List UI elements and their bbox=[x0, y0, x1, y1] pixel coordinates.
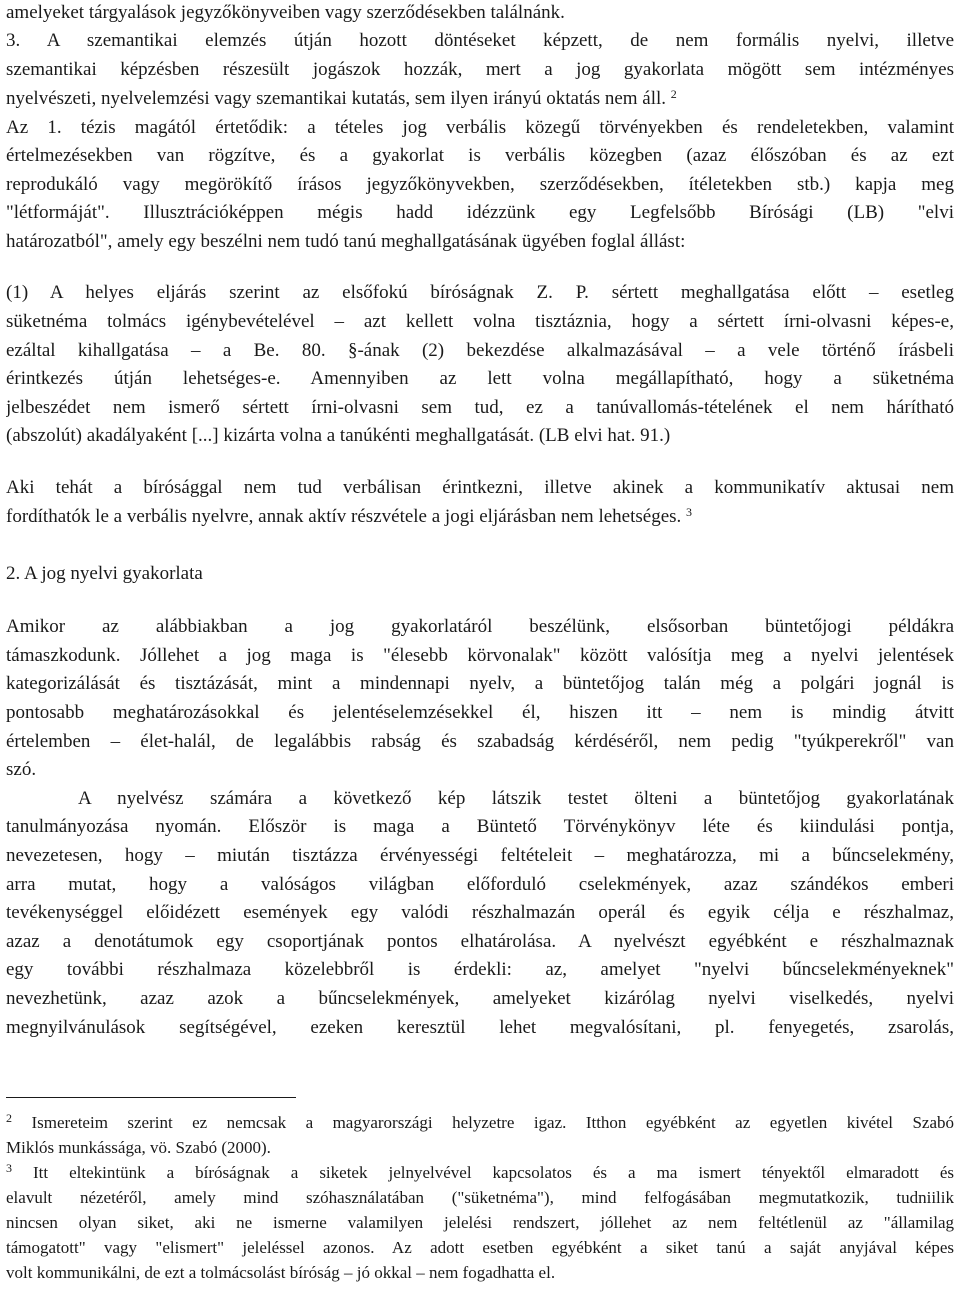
section-heading: 2. A jog nyelvi gyakorlata bbox=[6, 563, 203, 584]
footnote-line: támogatott" vagy "elismert" jeleléssel azonos. Az adott esetben egyébként a siket tanú a saját anyjával képes bbox=[6, 1238, 954, 1257]
footnote-separator bbox=[6, 1097, 296, 1098]
quote-line: (abszolút) akadályaként [...] kizárta volna a tanúkénti meghallgatását. (LB elvi hat. 91.) bbox=[6, 425, 671, 446]
text-line: pontosabb meghatározásokkal és jelentéselemzésekkel él, hiszen itt – nem is mindig átvitt bbox=[6, 702, 954, 723]
footnote-number: 2 bbox=[6, 1112, 12, 1125]
text-line: nevezetesen, hogy – miután tisztázza érvényességi feltételeit – meghatározza, mi a bűncselekmény, bbox=[6, 845, 954, 866]
quote-line: (1) A helyes eljárás szerint az elsőfokú bíróságnak Z. P. sértett meghallgatása előtt – esetleg bbox=[6, 282, 954, 303]
footnote-ref: 2 bbox=[670, 87, 677, 101]
quote-line: ezáltal kihallgatása – a Be. 80. §-ának (2) bekezdése alkalmazásával – a vele történő írásbeli bbox=[6, 340, 954, 361]
text-line: reprodukáló vagy megörökítő írásos jegyzőkönyvekben, szerződésekben, ítéletekben stb.) kapja meg bbox=[6, 174, 954, 195]
footnote-number: 3 bbox=[6, 1162, 12, 1175]
footnote-line: $^3$ Itt eltekintünk a bíróságnak a siketek jelnyelvével kapcsolatos és a ma ismert tényektől elmaradott és bbox=[6, 1162, 954, 1182]
text-line: megnyilvánulások segítségével, ezeken keresztül lehet megvalósítani, pl. fenyegetés, zsarolás, bbox=[6, 1017, 954, 1038]
text-line: A nyelvész számára a következő kép látszik testet ölteni a büntetőjog gyakorlatának bbox=[78, 788, 954, 809]
footnote-line: volt kommunikálni, de ezt a tolmácsolást bíróság – jó okkal – nem fogadhatta el. bbox=[6, 1263, 556, 1282]
text-line: nyelvészeti, nyelvelemzési vagy szemantikai kutatás, sem ilyen irányú oktatás nem áll. $^2$ bbox=[6, 87, 677, 109]
text-line: Amikor az alábbiakban a jog gyakorlatáról beszélünk, elsősorban büntetőjogi példákra bbox=[6, 616, 954, 637]
footnote-line: $^2$ Ismereteim szerint ez nemcsak a magyarországi helyzetre igaz. Itthon egyébként az egyetlen kivétel Szabó bbox=[6, 1112, 954, 1132]
text-line: kategorizálását és tisztázását, mint a mindennapi nyelv, a büntetőjog talán még a polgári jognál is bbox=[6, 673, 954, 694]
text-line: nevezhetünk, azaz azok a bűncselekmények, amelyeket kizárólag nyelvi viselkedés, nyelvi bbox=[6, 988, 954, 1009]
quote-line: süketnéma tolmács igénybevételével – azt kellett volna tisztáznia, hogy a sértett írni-olvasni képes-e, bbox=[6, 311, 954, 332]
text-line: amelyeket tárgyalások jegyzőkönyveiben vagy szerződésekben találnánk. bbox=[6, 2, 565, 23]
text-line: támaszkodunk. Jóllehet a jog maga is "élesebb körvonalak" között valósítja meg a nyelvi jelentések bbox=[6, 645, 954, 666]
text-line: arra mutat, hogy a valóságos világban előforduló cselekmények, azaz szándékos emberi bbox=[6, 874, 954, 895]
text-line: "létformáját". Illusztrációképpen mégis hadd idézzünk egy Legfelsőbb Bírósági (LB) "elvi bbox=[6, 202, 954, 223]
quote-line: érintkezés útján lehetséges-e. Amennyiben az lett volna megállapítható, hogy a süketnéma bbox=[6, 368, 954, 389]
text-line: szó. bbox=[6, 759, 37, 780]
quote-line: jelbeszédet nem ismerő sértett írni-olvasni sem tud, ez a tanúvallomás-tételének el nem hárítható bbox=[6, 397, 954, 418]
text-line: tanulmányozása nyomán. Először is maga a Büntető Törvénykönyv léte és kiindulási pontja, bbox=[6, 816, 954, 837]
text-line: szemantikai képzésben részesült jogászok hozzák, mert a jog gyakorlata mögött sem intézményes bbox=[6, 59, 954, 80]
text-line: egy további részhalmaza közelebbről is érdekli: az, amelyet "nyelvi bűncselekményeknek" bbox=[6, 959, 954, 980]
text-line: határozatból", amely egy beszélni nem tudó tanú meghallgatásának ügyében foglal állást: bbox=[6, 231, 686, 252]
text-line: azaz a denotátumok egy csoportjának pontos elhatárolása. A nyelvészt egyébként e részhalmaznak bbox=[6, 931, 954, 952]
footnote-ref: 3 bbox=[686, 505, 693, 519]
footnote-line: Miklós munkássága, vö. Szabó (2000). bbox=[6, 1138, 271, 1157]
text-line: Az 1. tézis magától értetődik: a tételes jog verbális közegű törvényekben és rendeletekben, valamint bbox=[6, 117, 954, 138]
text-line: értelmezésekben van rögzítve, és a gyakorlat is verbális közegben (azaz élőszóban és az ezt bbox=[6, 145, 954, 166]
footnote-line: nincsen olyan siket, aki ne ismerne valamilyen jelelési rendszert, jóllehet az nem feltétlenül az "államilag bbox=[6, 1213, 954, 1232]
text-line: tevékenységgel előidézett események egy valódi részhalmazán operál és egyik célja e részhalmaz, bbox=[6, 902, 954, 923]
text-line: fordíthatók le a verbális nyelvre, annak aktív részvétele a jogi eljárásban nem lehetséges. $^3$ bbox=[6, 505, 693, 527]
footnote-line: elavult nézetéről, amely mind szóhasználatában ("süketnéma"), mind felfogásában megmutatkozik, tudniilik bbox=[6, 1188, 954, 1207]
text-line: 3. A szemantikai elemzés útján hozott döntéseket képzett, de nem formális nyelvi, illetve bbox=[6, 30, 954, 51]
text-line: értelemben – élet-halál, de legalábbis rabság és szabadság kérdéséről, nem pedig "tyúkperekről" van bbox=[6, 731, 954, 752]
text-line: Aki tehát a bírósággal nem tud verbálisan érintkezni, illetve akinek a kommunikatív aktusai nem bbox=[6, 477, 954, 498]
